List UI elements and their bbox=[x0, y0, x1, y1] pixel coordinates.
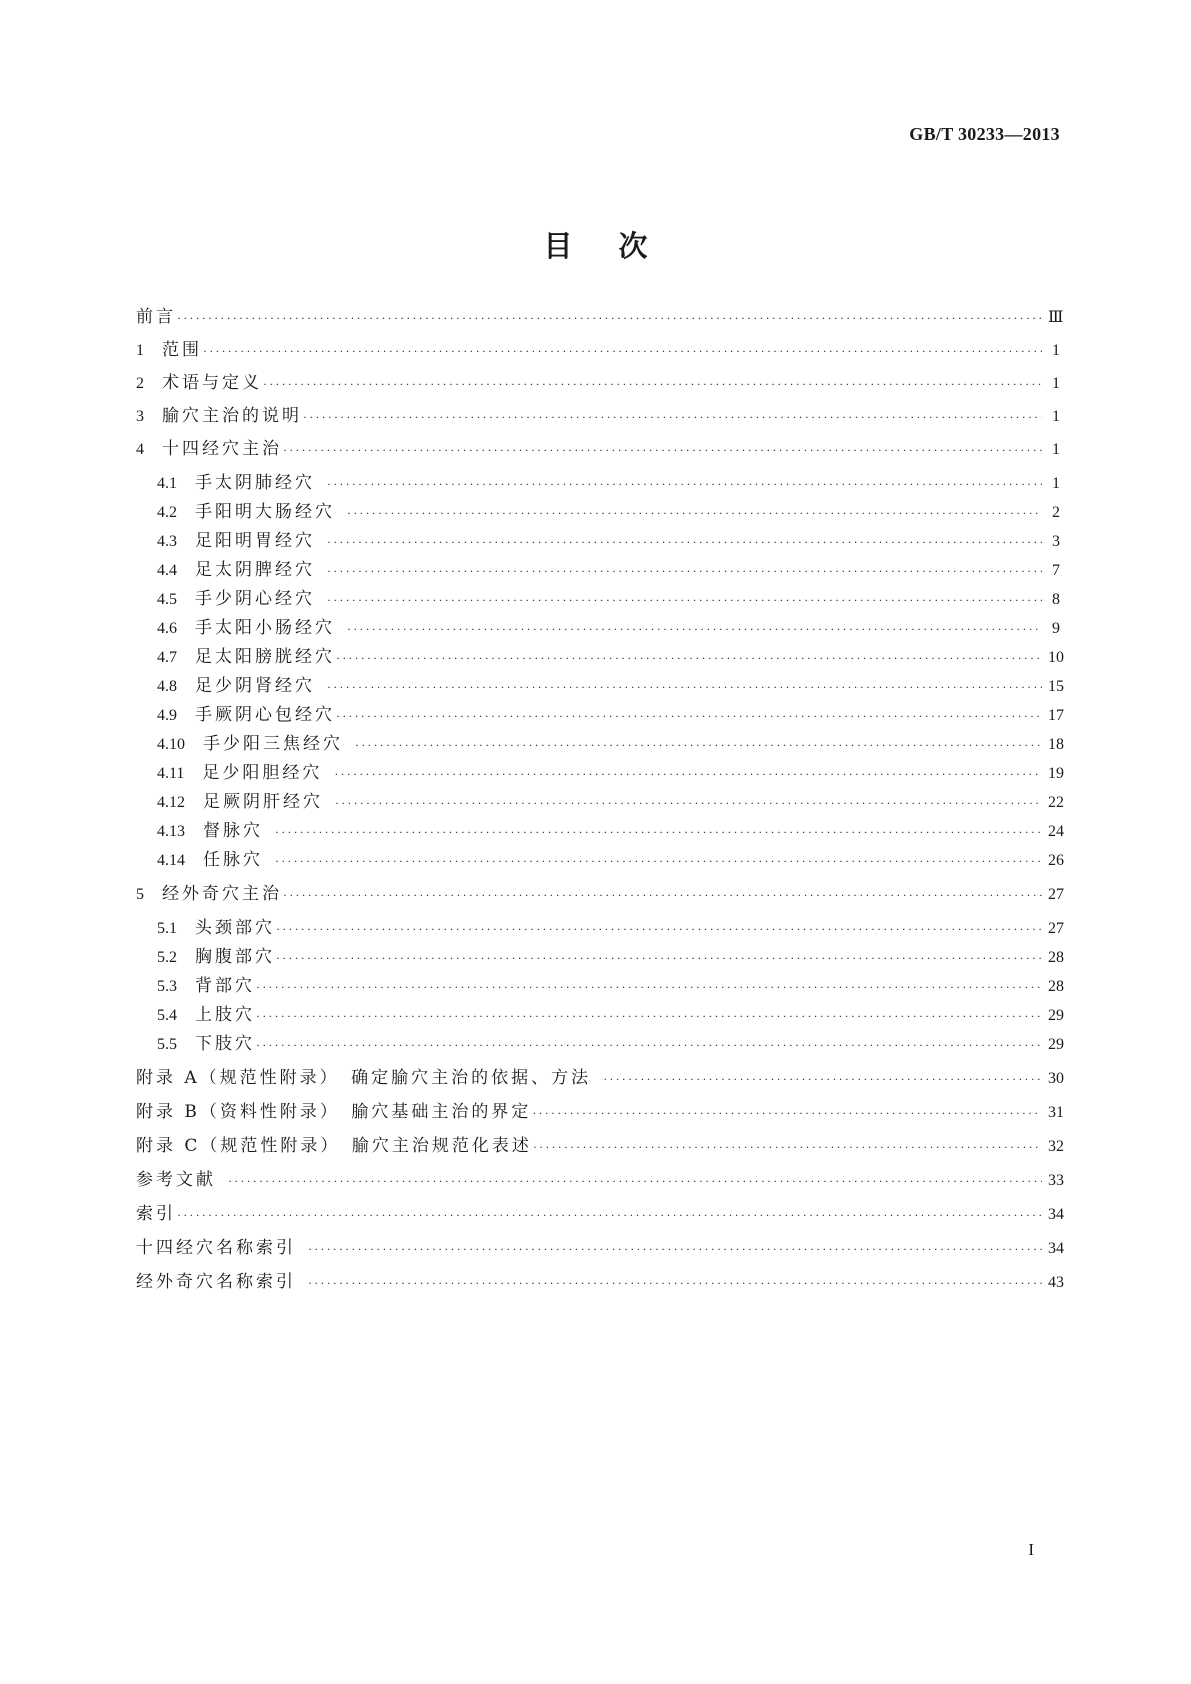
toc-entry[interactable] bbox=[136, 1235, 1064, 1261]
toc-dot-leader bbox=[532, 1100, 1042, 1126]
toc-entry[interactable] bbox=[136, 403, 1060, 429]
toc-dot-leader bbox=[177, 1202, 1042, 1228]
toc-entry-number: 4.2 bbox=[157, 504, 177, 521]
toc-entry-page: 27 bbox=[1048, 920, 1064, 937]
toc-dot-leader bbox=[355, 732, 1042, 758]
toc-entry-page: 1 bbox=[1052, 408, 1060, 425]
toc-entry-title: 十四经穴名称索引 bbox=[136, 1238, 296, 1258]
toc-entry-number: 5 bbox=[136, 886, 144, 903]
toc-entry[interactable] bbox=[157, 847, 1064, 873]
toc-entry[interactable] bbox=[136, 881, 1064, 907]
toc-entry-number: 4.5 bbox=[157, 591, 177, 608]
toc-entry-page: 2 bbox=[1052, 504, 1060, 521]
toc-dot-leader bbox=[308, 1270, 1042, 1296]
toc-entry-page: 26 bbox=[1048, 852, 1064, 869]
toc-entry[interactable] bbox=[157, 1002, 1064, 1028]
toc-entry-page: 29 bbox=[1048, 1007, 1064, 1024]
toc-entry[interactable] bbox=[157, 528, 1060, 554]
toc-entry-title: 足少阳胆经穴 bbox=[202, 763, 323, 783]
toc-entry-page: Ⅲ bbox=[1048, 309, 1064, 326]
toc-dot-leader bbox=[327, 558, 1042, 584]
toc-entry-number: 5.2 bbox=[157, 949, 177, 966]
toc-entry-title: 十四经穴主治 bbox=[162, 439, 282, 459]
toc-entry-title: 前言 bbox=[136, 307, 176, 327]
toc-entry-title: 术语与定义 bbox=[162, 373, 262, 393]
toc-entry-title: 任脉穴 bbox=[203, 850, 263, 870]
toc-entry-title: 足厥阴肝经穴 bbox=[203, 792, 323, 812]
toc-entry-title: 胸腹部穴 bbox=[195, 947, 275, 967]
toc-dot-leader bbox=[263, 371, 1042, 397]
toc-entry-title: 附录 C（规范性附录） 腧穴主治规范化表述 bbox=[136, 1136, 532, 1156]
toc-entry-title: 上肢穴 bbox=[195, 1005, 255, 1025]
toc-entry[interactable] bbox=[157, 644, 1064, 670]
toc-entry-number: 4.13 bbox=[157, 823, 185, 840]
toc-dot-leader bbox=[327, 674, 1042, 700]
standard-code: GB/T 30233—2013 bbox=[909, 124, 1060, 144]
toc-entry-title: 附录 B（资料性附录） 腧穴基础主治的界定 bbox=[136, 1102, 532, 1122]
toc-entry-page: 31 bbox=[1048, 1104, 1064, 1121]
toc-dot-leader bbox=[336, 645, 1042, 671]
toc-entry-page: 17 bbox=[1048, 707, 1064, 724]
toc-entry-number: 4.11 bbox=[157, 765, 185, 782]
toc-entry[interactable] bbox=[157, 673, 1064, 699]
toc-entry-title: 背部穴 bbox=[195, 976, 255, 996]
toc-entry-page: 15 bbox=[1048, 678, 1064, 695]
toc-entry-title: 经外奇穴名称索引 bbox=[136, 1272, 296, 1292]
toc-entry-title: 足阳明胃经穴 bbox=[195, 531, 315, 551]
toc-entry-number: 5.4 bbox=[157, 1007, 177, 1024]
toc-dot-leader bbox=[228, 1168, 1042, 1194]
toc-dot-leader bbox=[283, 437, 1042, 463]
toc-entry-number: 3 bbox=[136, 408, 144, 425]
toc-entry-page: 19 bbox=[1048, 765, 1064, 782]
toc-entry-page: 32 bbox=[1048, 1138, 1064, 1155]
toc-entry[interactable] bbox=[157, 915, 1064, 941]
toc-entry-title: 足太阳膀胱经穴 bbox=[195, 647, 335, 667]
toc-dot-leader bbox=[533, 1134, 1042, 1160]
toc-entry-number: 4.14 bbox=[157, 852, 185, 869]
toc-entry-title: 手厥阴心包经穴 bbox=[195, 705, 335, 725]
toc-entry-number: 5.3 bbox=[157, 978, 177, 995]
toc-entry-number: 4.1 bbox=[157, 475, 177, 492]
page-title: 目次 bbox=[543, 229, 694, 263]
toc-entry-page: 10 bbox=[1048, 649, 1064, 666]
toc-entry-number: 4.6 bbox=[157, 620, 177, 637]
toc-entry[interactable] bbox=[136, 304, 1064, 330]
toc-entry-title: 督脉穴 bbox=[203, 821, 263, 841]
toc-entry-number: 4.8 bbox=[157, 678, 177, 695]
toc-entry[interactable] bbox=[157, 586, 1060, 612]
toc-entry[interactable] bbox=[157, 944, 1064, 970]
toc-entry-page: 1 bbox=[1052, 375, 1060, 392]
toc-entry[interactable] bbox=[157, 499, 1060, 525]
toc-entry-page: 9 bbox=[1052, 620, 1060, 637]
toc-entry[interactable] bbox=[136, 1167, 1064, 1193]
page-number: I bbox=[1028, 1540, 1034, 1559]
toc-entry-number: 2 bbox=[136, 375, 144, 392]
toc-entry[interactable] bbox=[157, 702, 1064, 728]
toc-entry-number: 4.9 bbox=[157, 707, 177, 724]
toc-entry[interactable] bbox=[157, 557, 1060, 583]
toc-entry-number: 5.5 bbox=[157, 1036, 177, 1053]
toc-entry-page: 34 bbox=[1048, 1240, 1064, 1257]
toc-dot-leader bbox=[256, 1003, 1042, 1029]
toc-dot-leader bbox=[276, 916, 1042, 942]
toc-dot-leader bbox=[177, 305, 1042, 331]
toc-dot-leader bbox=[303, 404, 1042, 430]
toc-dot-leader bbox=[327, 587, 1042, 613]
toc-entry-title: 手少阴心经穴 bbox=[195, 589, 315, 609]
toc-entry[interactable] bbox=[136, 1201, 1064, 1227]
toc-entry[interactable] bbox=[136, 436, 1060, 462]
toc-entry[interactable] bbox=[157, 731, 1064, 757]
toc-entry-number: 4.7 bbox=[157, 649, 177, 666]
toc-entry-page: 1 bbox=[1052, 441, 1060, 458]
toc-dot-leader bbox=[327, 529, 1042, 555]
toc-entry[interactable] bbox=[136, 1065, 1064, 1091]
toc-dot-leader bbox=[276, 945, 1042, 971]
toc-entry-page: 22 bbox=[1048, 794, 1064, 811]
toc-dot-leader bbox=[283, 882, 1042, 908]
toc-dot-leader bbox=[335, 790, 1042, 816]
toc-entry-title: 经外奇穴主治 bbox=[162, 884, 282, 904]
toc-entry[interactable] bbox=[157, 1031, 1064, 1057]
toc-dot-leader bbox=[336, 703, 1042, 729]
toc-entry-title: 下肢穴 bbox=[195, 1034, 255, 1054]
toc-entry-number: 4 bbox=[136, 441, 144, 458]
toc-entry-page: 34 bbox=[1048, 1206, 1064, 1223]
toc-entry[interactable] bbox=[136, 1269, 1064, 1295]
toc-dot-leader bbox=[347, 616, 1042, 642]
toc-entry-page: 28 bbox=[1048, 949, 1064, 966]
toc-entry-number: 4.4 bbox=[157, 562, 177, 579]
toc-dot-leader bbox=[347, 500, 1042, 526]
toc-entry-title: 索引 bbox=[136, 1204, 176, 1224]
toc-entry-number: 4.10 bbox=[157, 736, 185, 753]
toc-entry-number: 4.3 bbox=[157, 533, 177, 550]
toc-dot-leader bbox=[334, 761, 1042, 787]
toc-entry-title: 手少阳三焦经穴 bbox=[203, 734, 343, 754]
toc-dot-leader bbox=[603, 1066, 1042, 1092]
toc-dot-leader bbox=[275, 819, 1042, 845]
toc-entry-page: 33 bbox=[1048, 1172, 1064, 1189]
toc-dot-leader bbox=[256, 974, 1042, 1000]
toc-entry-title: 腧穴主治的说明 bbox=[162, 406, 302, 426]
toc-entry-page: 27 bbox=[1048, 886, 1064, 903]
toc-entry-title: 手太阴肺经穴 bbox=[195, 473, 315, 493]
toc-entry[interactable] bbox=[136, 370, 1060, 396]
toc-entry[interactable] bbox=[157, 760, 1064, 786]
toc-entry-page: 30 bbox=[1048, 1070, 1064, 1087]
toc-dot-leader bbox=[308, 1236, 1042, 1262]
toc-entry-page: 7 bbox=[1052, 562, 1060, 579]
toc-entry-page: 1 bbox=[1052, 475, 1060, 492]
toc-entry-page: 43 bbox=[1048, 1274, 1064, 1291]
toc-dot-leader bbox=[203, 338, 1042, 364]
toc-entry[interactable] bbox=[136, 1133, 1064, 1159]
toc-entry-page: 1 bbox=[1052, 342, 1060, 359]
toc-entry[interactable] bbox=[157, 470, 1060, 496]
toc-entry[interactable] bbox=[157, 818, 1064, 844]
toc-entry-number: 1 bbox=[136, 342, 144, 359]
toc-entry[interactable] bbox=[136, 1099, 1064, 1125]
toc-entry-page: 29 bbox=[1048, 1036, 1064, 1053]
toc-entry-title: 足少阴肾经穴 bbox=[195, 676, 315, 696]
toc-entry[interactable] bbox=[157, 973, 1064, 999]
toc-entry-title: 范围 bbox=[162, 340, 202, 360]
toc-entry-page: 3 bbox=[1052, 533, 1060, 550]
toc-entry-page: 28 bbox=[1048, 978, 1064, 995]
toc-entry-page: 24 bbox=[1048, 823, 1064, 840]
toc-entry-title: 附录 A（规范性附录） 确定腧穴主治的依据、方法 bbox=[136, 1068, 592, 1088]
toc-entry[interactable] bbox=[157, 789, 1064, 815]
toc-entry[interactable] bbox=[136, 337, 1060, 363]
toc-entry-title: 手太阳小肠经穴 bbox=[195, 618, 335, 638]
toc-dot-leader bbox=[327, 471, 1042, 497]
toc-dot-leader bbox=[275, 848, 1042, 874]
toc-entry[interactable] bbox=[157, 615, 1060, 641]
toc-entry-number: 4.12 bbox=[157, 794, 185, 811]
toc-dot-leader bbox=[256, 1032, 1042, 1058]
toc-entry-title: 手阳明大肠经穴 bbox=[195, 502, 335, 522]
toc-entry-title: 参考文献 bbox=[136, 1170, 216, 1190]
toc-entry-title: 头颈部穴 bbox=[195, 918, 275, 938]
toc-entry-page: 18 bbox=[1048, 736, 1064, 753]
toc-entry-title: 足太阴脾经穴 bbox=[195, 560, 315, 580]
toc-entry-number: 5.1 bbox=[157, 920, 177, 937]
toc-entry-page: 8 bbox=[1052, 591, 1060, 608]
